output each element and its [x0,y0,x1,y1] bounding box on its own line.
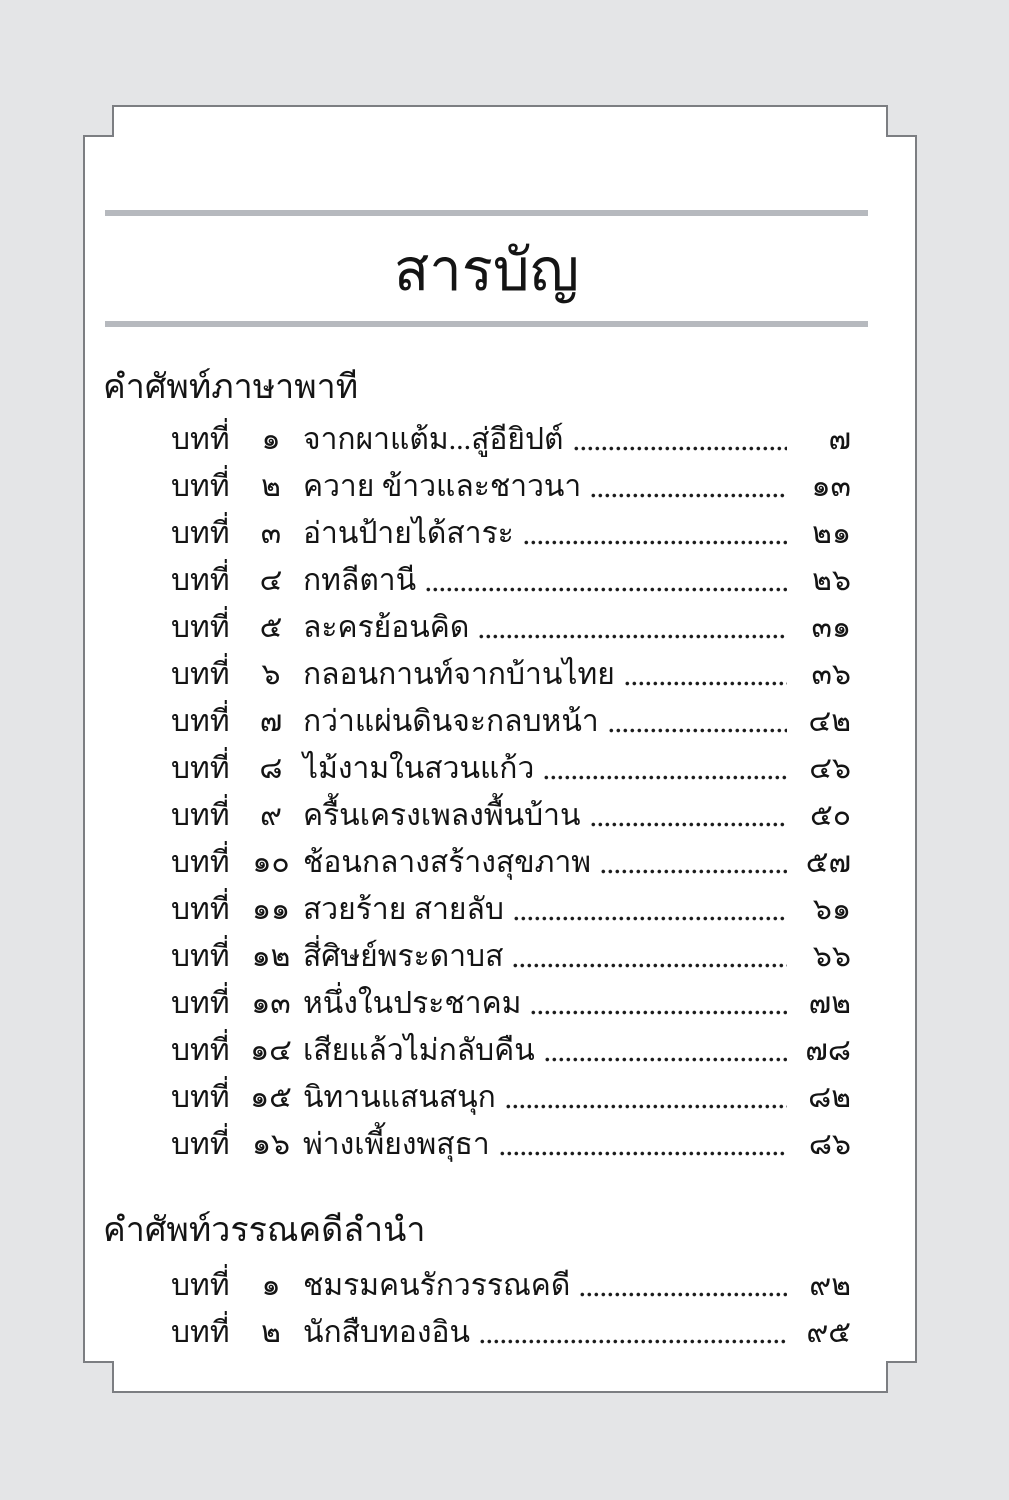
toc-entry [83,745,869,792]
dot-leader [580,1292,787,1297]
chapter-title: กทลีตานี [303,564,417,597]
dot-leader [544,775,787,780]
page-number: ๖๑ [812,893,851,926]
chapter-label: บทที่ [171,658,230,691]
chapter-label: บทที่ [171,564,230,597]
toc-entry [83,1027,869,1074]
page-number: ๗๒ [808,987,851,1020]
toc-entry [83,1074,869,1121]
chapter-title: สี่ศิษย์พระดาบส [303,940,504,973]
chapter-number: ๓ [260,517,282,550]
page-number: ๓๑ [811,611,851,644]
page-number: ๔๖ [809,752,851,785]
page-number: ๖๖ [812,940,851,973]
chapter-number: ๙ [260,799,282,832]
section-heading: คำศัพท์ภาษาพาที [103,369,359,406]
toc-entry [83,792,869,839]
toc-section-wannakhadi-lamnam [83,1206,869,1356]
chapter-title: ช้อนกลางสร้างสุขภาพ [303,846,592,879]
chapter-number: ๘ [259,752,283,785]
page-number: ๗๘ [805,1034,851,1067]
toc-entry [83,1262,869,1309]
toc-entry [83,510,869,557]
page-number: ๙๕ [806,1316,851,1349]
page-number: ๒๑ [812,517,851,550]
page-number: ๓๖ [811,658,851,691]
chapter-label: บทที่ [171,987,230,1020]
chapter-label: บทที่ [171,1128,230,1161]
chapter-title: กลอนกานท์จากบ้านไทย [303,658,615,691]
dot-leader [479,634,787,639]
chapter-label: บทที่ [171,1081,230,1114]
chapter-label: บทที่ [171,611,230,644]
dot-leader [480,1339,787,1344]
dot-leader [591,493,787,498]
chapter-label: บทที่ [171,752,230,785]
chapter-title: ไม้งามในสวนแก้ว [303,752,535,785]
chapter-label: บทที่ [171,470,230,503]
toc-entry [83,463,869,510]
chapter-number: ๑ [261,423,281,456]
chapter-number: ๒ [261,470,281,503]
chapter-label: บทที่ [171,1316,230,1349]
dot-leader [625,681,787,686]
chapter-label: บทที่ [171,705,230,738]
toc-entry [83,839,869,886]
chapter-label: บทที่ [171,517,230,550]
dot-leader [514,916,787,921]
chapter-title: นิทานแสนสนุก [303,1081,496,1114]
chapter-number: ๑๓ [251,987,291,1020]
toc-entry [83,1121,869,1168]
dot-leader [506,1104,787,1109]
chapter-title: จากผาแต้ม...สู่อียิปต์ [303,423,564,456]
toc-entry [83,1309,869,1356]
chapter-number: ๕ [259,611,283,644]
toc-rows [83,416,869,1168]
chapter-number: ๑๒ [251,940,291,973]
chapter-title: พ่างเพี้ยงพสุธา [303,1128,490,1161]
chapter-title: หนึ่งในประชาคม [303,987,522,1020]
chapter-label: บทที่ [171,799,230,832]
chapter-title: ครื้นเครงเพลงพื้นบ้าน [303,799,581,832]
chapter-label: บทที่ [171,893,230,926]
toc-entry [83,698,869,745]
chapter-number: ๑๔ [250,1034,292,1067]
chapter-title: อ่านป้ายได้สาระ [303,517,514,550]
chapter-number: ๑๑ [251,893,291,926]
toc-entry [83,886,869,933]
dot-leader [531,1010,787,1015]
title-divider-bar-top [105,210,868,216]
page-number: ๔๒ [808,705,851,738]
chapter-number: ๑๖ [251,1128,291,1161]
dot-leader [601,869,787,874]
chapter-title: สวยร้าย สายลับ [303,893,504,926]
toc-entry [83,557,869,604]
toc-entry [83,933,869,980]
chapter-number: ๑๐ [252,846,290,879]
chapter-number: ๒ [261,1316,281,1349]
toc-entry [83,980,869,1027]
toc-entry [83,651,869,698]
chapter-label: บทที่ [171,1034,230,1067]
dot-leader [524,540,787,545]
toc-rows [83,1262,869,1356]
dot-leader [574,446,787,451]
chapter-label: บทที่ [171,423,230,456]
dot-leader [609,728,787,733]
dot-leader [513,963,787,968]
chapter-title: ละครย้อนคิด [303,611,470,644]
toc-entry [83,416,869,463]
toc-entry [83,604,869,651]
dot-leader [545,1057,787,1062]
dot-leader [591,822,787,827]
chapter-number: ๖ [261,658,281,691]
chapter-title: กว่าแผ่นดินจะกลบหน้า [303,705,599,738]
page-number: ๑๓ [811,470,851,503]
page-number: ๘๖ [808,1128,851,1161]
chapter-title: ควาย ข้าวและชาวนา [303,470,582,503]
page-number: ๙๒ [809,1269,851,1302]
chapter-title: ชมรมคนรักวรรณคดี [303,1269,571,1302]
chapter-title: เสียแล้วไม่กลับคืน [303,1034,535,1067]
toc-section-phasa-phathi [83,364,869,1168]
chapter-label: บทที่ [171,940,230,973]
dot-leader [500,1151,787,1156]
chapter-label: บทที่ [171,846,230,879]
section-heading: คำศัพท์วรรณคดีลำนำ [103,1212,426,1249]
page-number: ๕๗ [805,846,851,879]
dot-leader [426,587,787,592]
chapter-number: ๗ [259,705,283,738]
page-number: ๕๐ [809,799,851,832]
page-number: ๘๒ [808,1081,851,1114]
chapter-label: บทที่ [171,1269,230,1302]
page-title: สารบัญ [393,238,580,303]
chapter-number: ๑๕ [250,1081,292,1114]
chapter-number: ๑ [261,1269,281,1302]
title-divider-bar-bottom [105,321,868,327]
page-number: ๒๖ [812,564,851,597]
chapter-title: นักสืบทองอิน [303,1316,470,1349]
chapter-number: ๔ [259,564,283,597]
page-number: ๗ [828,423,851,456]
